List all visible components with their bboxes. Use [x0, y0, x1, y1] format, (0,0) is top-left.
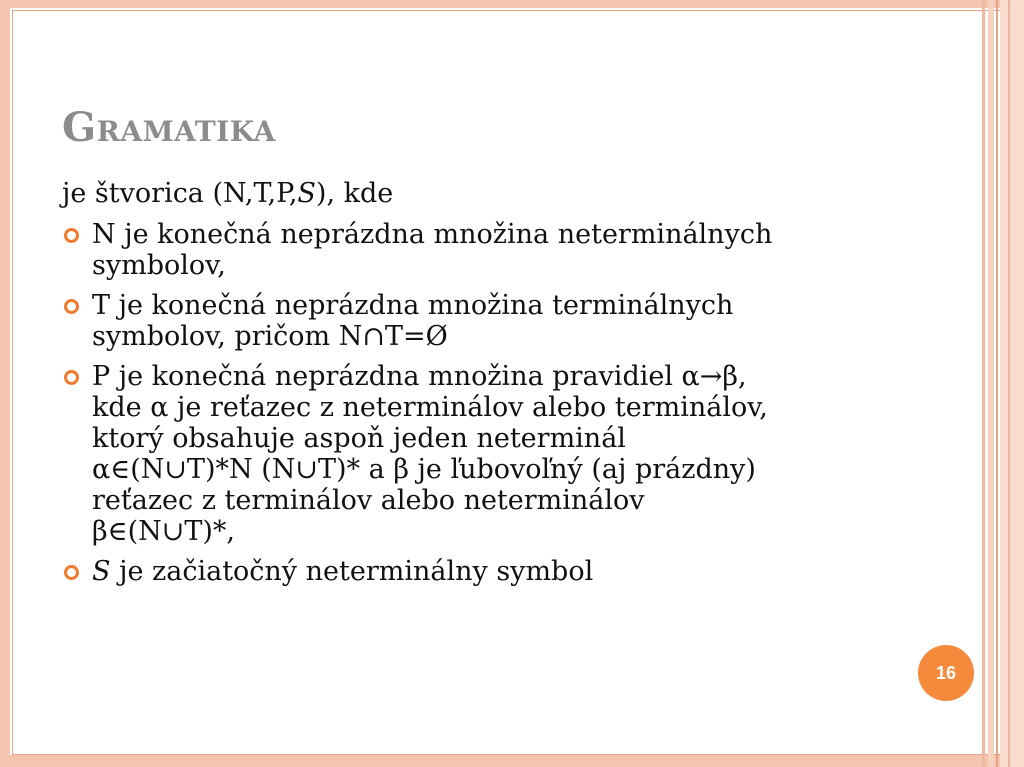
bullet-list: [62, 219, 922, 587]
start-symbol: S: [297, 178, 316, 209]
bullet-text: β∈(N∪T)*,: [92, 516, 236, 547]
decorative-stripe: [982, 0, 985, 767]
start-symbol: S: [92, 556, 111, 587]
ring-bullet-icon: [64, 299, 79, 314]
decorative-stripe: [988, 0, 994, 767]
bullet-text: T je konečná neprázdna množina terminálnych: [92, 290, 734, 321]
ring-bullet-icon: [64, 370, 79, 385]
bullet-text: N je konečná neprázdna množina neterminálnych: [92, 219, 773, 250]
slide-body: [62, 178, 922, 596]
border-left: [0, 0, 10, 767]
inner-frame-line: [12, 10, 13, 755]
inner-frame-line: [12, 754, 1012, 755]
bullet-text: symbolov,: [92, 250, 226, 281]
page-number: 16: [935, 662, 957, 683]
border-top: [0, 0, 1024, 8]
decorative-stripe: [1000, 0, 1024, 767]
ring-bullet-icon: [64, 228, 79, 243]
list-item: [62, 556, 922, 587]
slide-title: Gramatika: [62, 104, 276, 151]
bullet-text: kde α je reťazec z neterminálov alebo terminálov,: [92, 392, 768, 423]
intro-line: [62, 178, 922, 209]
list-item: [62, 219, 922, 281]
list-item: [62, 290, 922, 352]
decorative-stripe: [1008, 0, 1010, 767]
bullet-text: P je konečná neprázdna množina pravidiel α→β,: [92, 361, 747, 392]
bullet-text: ktorý obsahuje aspoň jeden neterminál: [92, 423, 626, 454]
bullet-text: reťazec z terminálov alebo neterminálov: [92, 485, 645, 516]
intro-text: je štvorica (N,T,P,: [62, 178, 298, 209]
border-bottom: [0, 755, 1024, 767]
bullet-text: symbolov, pričom N∩T=Ø: [92, 321, 448, 352]
bullet-text: je začiatočný neterminálny symbol: [110, 556, 594, 587]
list-item: [62, 361, 922, 547]
ring-bullet-icon: [64, 565, 79, 580]
bullet-text: α∈(N∪T)*N (N∪T)* a β je ľubovoľný (aj prázdny): [92, 454, 756, 485]
page-number-badge: [918, 645, 974, 701]
inner-frame-line: [12, 10, 1012, 11]
decorative-stripe: [996, 0, 998, 767]
intro-text-end: ), kde: [315, 178, 394, 209]
